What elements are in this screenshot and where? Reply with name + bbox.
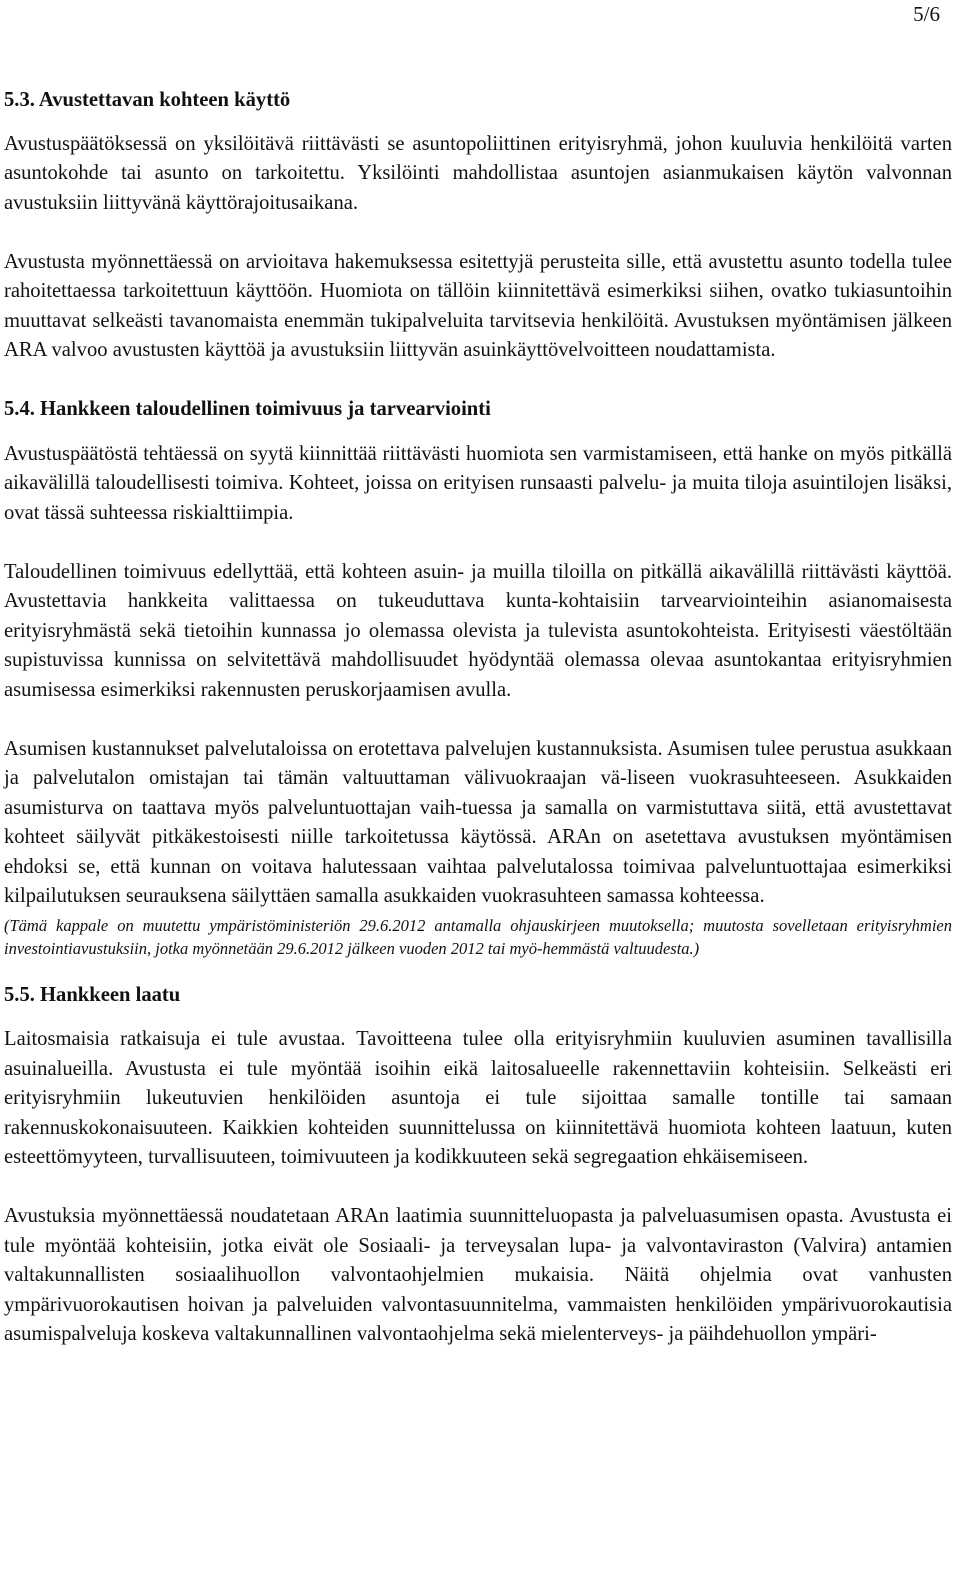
paragraph: Laitosmaisia ratkaisuja ei tule avustaa. Tavoitteena tulee olla erityisryhmiin kuuluvien asuminen tavallisilla asuinalueilla. Avustusta ei tule myöntää isoihin eikä laitosalueelle rakennettaviin kohteisiin. Selkeästi eri erityisryhmiin lukeutuvien henkilöiden asuntoja ei tule sijoittaa samalle tontille tai samaan rakennuskokonaisuuteen. Kaikkien kohteiden suunnittelussa on kiinnitettävä huomiota kohteen laatuun, kuten esteettömyyteen, turvallisuuteen, toimivuuteen ja kodikkuuteen sekä segregaation ehkäisemiseen. — [4, 1028, 952, 1168]
section-heading-5-5: 5.5. Hankkeen laatu — [4, 983, 181, 1006]
paragraph: Avustuspäätöksessä on yksilöitävä riittävästi se asuntopoliittinen erityisryhmä, johon kuuluvia henkilöitä varten asuntokohde tai asunto on tarkoitettu. Yksilöinti mahdollistaa asuntojen asianmukaisen käytön valvonnan avustuksiin liittyvänä käyttörajoitusaikana. — [4, 132, 952, 214]
amendment-note: (Tämä kappale on muutettu ympäristöministeriön 29.6.2012 antamalla ohjauskirjeen muutoksella; muutosta sovelletaan erityisryhmien investointiavustuksiin, jotka myönnetään 29.6.2012 jälkeen vuoden 2012 tai myö-hemmästä valtuudesta.) — [4, 915, 952, 958]
paragraph: Avustuspäätöstä tehtäessä on syytä kiinnittää riittävästi huomiota sen varmistamiseen, että hanke on myös pitkällä aikavälillä taloudellisesti toimiva. Kohteet, joissa on erityisen runsaasti palvelu- ja muita tiloja asuintilojen lisäksi, ovat tässä suhteessa riskialttiimpia. — [4, 442, 952, 524]
page-number: 5/6 — [913, 2, 940, 26]
section-heading-5-4: 5.4. Hankkeen taloudellinen toimivuus ja tarvearviointi — [4, 398, 491, 420]
paragraph: Asumisen kustannukset palvelutaloissa on erotettava palvelujen kustannuksista. Asumisen tulee perustua asukkaan ja palvelutalon omistajan tai tämän valtuuttaman välivuokraajan vä-liseen vuokrasuhteeseen. Asukkaiden asumisturva on taattava myös palveluntuottajan vaih-tuessa ja samalla on varmistuttava siitä, että avustettavat kohteet säilyvät pitkäkestoisesti niille tarkoitetussa käytössä. ARAn on asetettava avustuksen myöntämisen ehdoksi se, että kunnan on voitava halutessaan vaihtaa palvelutalossa toimivaa palveluntuottajaa esimerkiksi kilpailutuksen seurauksena säilyttäen samalla asukkaiden vuokrasuhteen samassa kohteessa. — [4, 737, 952, 907]
document-body — [4, 86, 952, 1350]
section-heading-5-3: 5.3. Avustettavan kohteen käyttö — [4, 89, 291, 111]
paragraph: Taloudellinen toimivuus edellyttää, että kohteen asuin- ja muilla tiloilla on pitkällä aikavälillä riittävästi käyttöä. Avustettavia hankkeita valittaessa on tukeuduttava kunta-kohtaisiin tarvearviointeihin asianomaisesta erityisryhmästä sekä tietoihin kunnassa jo olemassa olevista ja tulevista asuntokohteista. Erityisesti väestöltään supistuvissa kunnissa on selvitettävä mahdollisuudet hyödyntää olemassa olevaa asuntokantaa erityisryhmien asumisessa esimerkiksi rakennusten peruskorjaamisen avulla. — [4, 560, 952, 701]
paragraph: Avustuksia myönnettäessä noudatetaan ARAn laatimia suunnitteluopasta ja palveluasumisen opasta. Avustusta ei tule myöntää kohteisiin, jotka eivät ole Sosiaali- ja terveysalan lupa- ja valvontaviraston (Valvira) antamien valtakunnallisten sosiaalihuollon valvontaohjelmien mukaisia. Näitä ohjelmia ovat vanhusten ympärivuorokautisen hoivan ja palveluiden valvontasuunnitelma, vammaisten henkilöiden ympärivuorokautisia asumispalveluja koskeva valtakunnallinen valvontaohjelma sekä mielenterveys- ja päihdehuollon ympäri- — [4, 1205, 952, 1345]
paragraph: Avustusta myönnettäessä on arvioitava hakemuksessa esitettyjä perusteita sille, että avustettu asunto todella tulee rahoitettaessa tarkoitettuun käyttöön. Huomiota on tällöin kiinnitettävä esimerkiksi siihen, ovatko tukiasuntoihin muuttavat selkeästi tavanomaista enemmän tukipalveluita tarvitsevia henkilöitä. Avustuksen myöntämisen jälkeen ARA valvoo avustusten käyttöä ja avustuksiin liittyvän asuinkäyttövelvoitteen noudattamista. — [4, 250, 952, 361]
